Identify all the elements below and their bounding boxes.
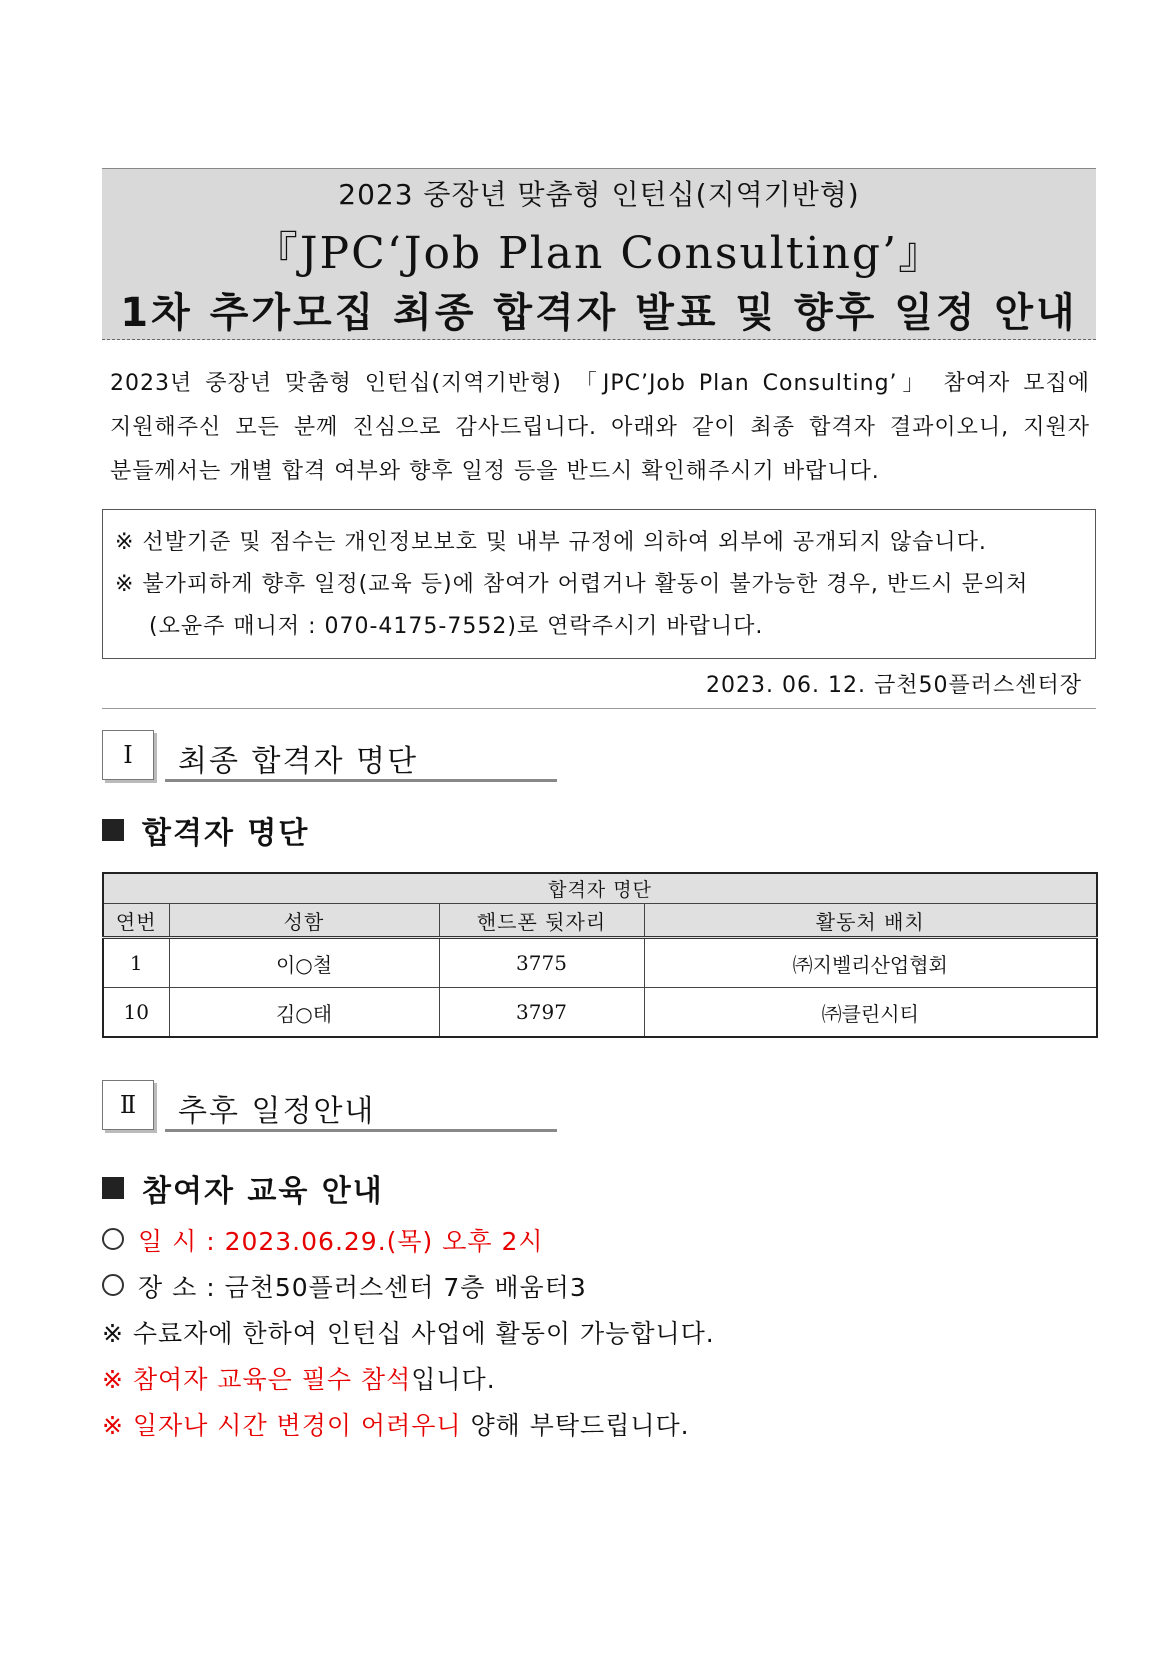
intro-line: 지원해주신 모든 분께 진심으로 감사드립니다. 아래와 같이 최종 합격자 결과이오니, 지원자 <box>110 415 1090 440</box>
column-header: 핸드폰 뒷자리 <box>439 904 644 938</box>
title-line-1: 2023 중장년 맞춤형 인턴십(지역기반형) <box>338 178 860 211</box>
edu-note-emphasis: ※ 일자나 시간 변경이 어려우니 <box>102 1411 462 1440</box>
edu-note-rest: 양해 부탁드립니다. <box>461 1411 690 1440</box>
notice-box <box>102 509 1096 659</box>
divider <box>102 708 1096 709</box>
intro-line: 2023년 중장년 맞춤형 인턴십(지역기반형) 「JPC’Job Plan Consulting’」 참여자 모집에 <box>110 371 1090 396</box>
list-heading: 합격자 명단 <box>102 808 309 852</box>
section-underline <box>165 779 557 782</box>
edu-note-rest: 입니다. <box>411 1365 496 1394</box>
edu-place: 장 소 : 금천50플러스센터 7층 배움터3 <box>102 1268 587 1304</box>
table-cell: ㈜클린시티 <box>644 988 1097 1038</box>
table-cell: 10 <box>103 988 169 1038</box>
table-cell: 김○태 <box>169 988 439 1038</box>
intro-paragraph <box>110 362 1090 494</box>
column-header: 활동처 배치 <box>644 904 1097 938</box>
edu-heading: 참여자 교육 안내 <box>102 1166 384 1210</box>
column-header: 연번 <box>103 904 169 938</box>
section-title: 추후 일정안내 <box>178 1094 376 1129</box>
table-row <box>103 938 1097 988</box>
notice-item: ※ 불가피하게 향후 일정(교육 등)에 참여가 어렵거나 활동이 불가능한 경우, 반드시 문의처 <box>115 572 1029 597</box>
table-cell: 이○철 <box>169 938 439 988</box>
table-cell: 3775 <box>439 938 644 988</box>
intro-line: 분들께서는 개별 합격 여부와 향후 일정 등을 반드시 확인해주시기 바랍니다. <box>110 459 880 484</box>
date-signature: 2023. 06. 12. 금천50플러스센터장 <box>706 673 1082 698</box>
notice-item: (오윤주 매니저 : 070-4175-7552)로 연락주시기 바랍니다. <box>149 614 764 639</box>
edu-note <box>102 1406 690 1442</box>
table-header-row <box>103 904 1097 938</box>
section-number: Ⅱ <box>102 1080 154 1130</box>
circle-bullet-icon <box>102 1274 124 1296</box>
section-title: 최종 합격자 명단 <box>178 744 418 779</box>
table-row <box>103 988 1097 1038</box>
section-number: Ⅰ <box>102 730 154 780</box>
title-line-2: 『JPC‘Job Plan Consulting’』 <box>253 228 945 279</box>
table-cell: 1 <box>103 938 169 988</box>
title-box <box>102 168 1096 340</box>
square-bullet-icon <box>102 1177 124 1199</box>
column-header: 성함 <box>169 904 439 938</box>
section-underline <box>165 1129 557 1132</box>
edu-note <box>102 1360 496 1396</box>
edu-note-emphasis: ※ 참여자 교육은 필수 참석 <box>102 1365 412 1394</box>
edu-datetime: 일 시 : 2023.06.29.(목) 오후 2시 <box>102 1222 544 1258</box>
table-caption: 합격자 명단 <box>103 873 1097 904</box>
table-cell: 3797 <box>439 988 644 1038</box>
title-line-3: 1차 추가모집 최종 합격자 발표 및 향후 일정 안내 <box>120 290 1078 336</box>
square-bullet-icon <box>102 819 124 841</box>
circle-bullet-icon <box>102 1228 124 1250</box>
notice-item: ※ 선발기준 및 점수는 개인정보보호 및 내부 규정에 의하여 외부에 공개되지 않습니다. <box>115 530 987 555</box>
result-table <box>102 872 1098 1038</box>
edu-note: ※ 수료자에 한하여 인턴십 사업에 활동이 가능합니다. <box>102 1319 715 1348</box>
table-cell: ㈜지벨리산업협회 <box>644 938 1097 988</box>
table-caption-row <box>103 873 1097 904</box>
